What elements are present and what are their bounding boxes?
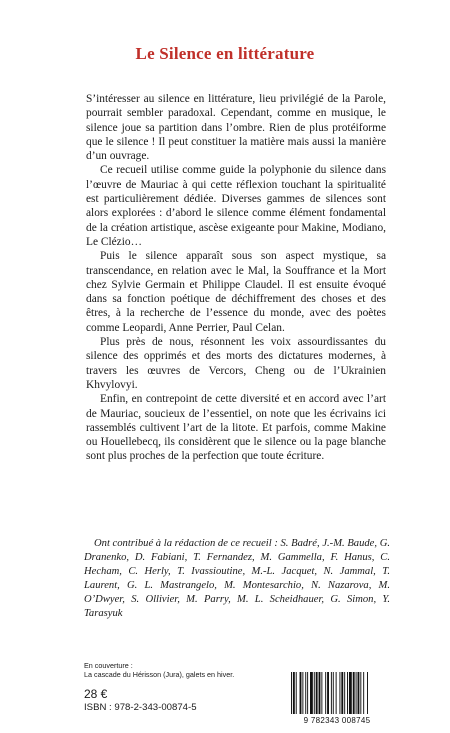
barcode-bar: [363, 672, 364, 714]
barcode-bar: [321, 672, 322, 714]
blurb-paragraph: Enfin, en contrepoint de cette diversité et en accord avec l’art de Mauriac, soucieux de l’essentiel, on note que les écrivains ici rassemblés cultivent l’art de la litote. Et parfois, comme Makine ou Houellebecq, ils considèrent que le silence ou la page blanche sont plus proches de la perfection que toute écriture.: [86, 393, 386, 463]
barcode-bars-icon: [287, 672, 387, 716]
barcode: [287, 672, 387, 728]
barcode-bar: [341, 672, 343, 714]
barcode-bar: [360, 672, 361, 714]
barcode-bar: [336, 672, 337, 714]
barcode-bar: [353, 672, 355, 714]
blurb-paragraph: Puis le silence apparaît sous son aspect mystique, sa transcendance, en relation avec le Mal, la Souffrance et la Mort chez Sylvie Germain et Philippe Claudel. Il est ensuite évoqué dans sa fonction poétique de déchiffrement des choses et des êtres, à la recherche de l’essence du monde, avec des poètes comme Leopardi, Anne Perrier, Paul Celan.: [86, 250, 386, 334]
barcode-digits: 9 782343 008745: [303, 716, 371, 725]
book-title: Le Silence en littérature: [135, 44, 315, 63]
barcode-bar: [307, 672, 308, 714]
barcode-bar: [300, 672, 302, 714]
barcode-bar: [327, 672, 329, 714]
barcode-bar: [347, 672, 348, 714]
blurb-paragraph: Ce recueil utilise comme guide la polyphonie du silence dans l’œuvre de Mauriac à qui cette réflexion touchant la spiritualité est particulièrement dédiée. Diverses gammes de silences sont alors explorées : d’abord le silence comme élément fondamental de la création artistique, ascèse exigeante pour Makine, Modiano, Le Clézio…: [86, 164, 386, 248]
barcode-bar: [310, 672, 313, 714]
cover-credit: [84, 661, 304, 679]
barcode-bar: [339, 672, 340, 714]
blurb-paragraph: S’intéresser au silence en littérature, lieu privilégié de la Parole, pourrait sembler paradoxal. Cependant, comme en musique, le silence joue sa partition dans l’ombre. Rien de plus protéiforme que le silence ! Il peut constituer la matière mais aussi la manière d’un ouvrage.: [86, 93, 386, 163]
price: 28 €: [84, 687, 108, 701]
barcode-bar: [349, 672, 352, 714]
cover-credit-label: En couverture :: [84, 661, 133, 670]
blurb-paragraph: Plus près de nous, résonnent les voix assourdissantes du silence des opprimés et des morts des dictatures modernes, à travers les œuvres de Vercors, Cheng ou de l’Ukrainien Khvylovyi.: [86, 336, 386, 391]
isbn: ISBN : 978-2-343-00874-5: [84, 702, 197, 713]
barcode-bar: [319, 672, 321, 714]
barcode-bar: [302, 672, 303, 714]
barcode-bar: [356, 672, 357, 714]
barcode-bar: [316, 672, 318, 714]
barcode-bar: [367, 672, 368, 714]
barcode-bar: [291, 672, 292, 714]
barcode-bar: [296, 672, 297, 714]
barcode-bar: [314, 672, 315, 714]
contributors-list: Ont contribué à la rédaction de ce recueil : S. Badré, J.-M. Baude, G. Dranenko, D. Fabiani, T. Fernandez, M. Gammella, F. Hanus, C. Hecham, C. Herly, T. Ivassioutine, M.-L. Jacquet, N. Jammal, T. Laurent, G. L. Mastrangelo, M. Montesarchio, N. Nazarova, M. O’Dwyer, S. Ollivier, M. Parry, M. L. Scheidhauer, G. Simon, Y. Tarasyuk: [84, 538, 390, 619]
blurb: [86, 92, 386, 464]
barcode-bar: [325, 672, 326, 714]
barcode-bar: [344, 672, 345, 714]
barcode-bar: [305, 672, 306, 714]
barcode-bar: [331, 672, 332, 714]
cover-credit-caption: La cascade du Hérisson (Jura), galets en hiver.: [84, 670, 235, 679]
barcode-bar: [333, 672, 334, 714]
barcode-bar: [293, 672, 295, 714]
barcode-bar: [358, 672, 360, 714]
